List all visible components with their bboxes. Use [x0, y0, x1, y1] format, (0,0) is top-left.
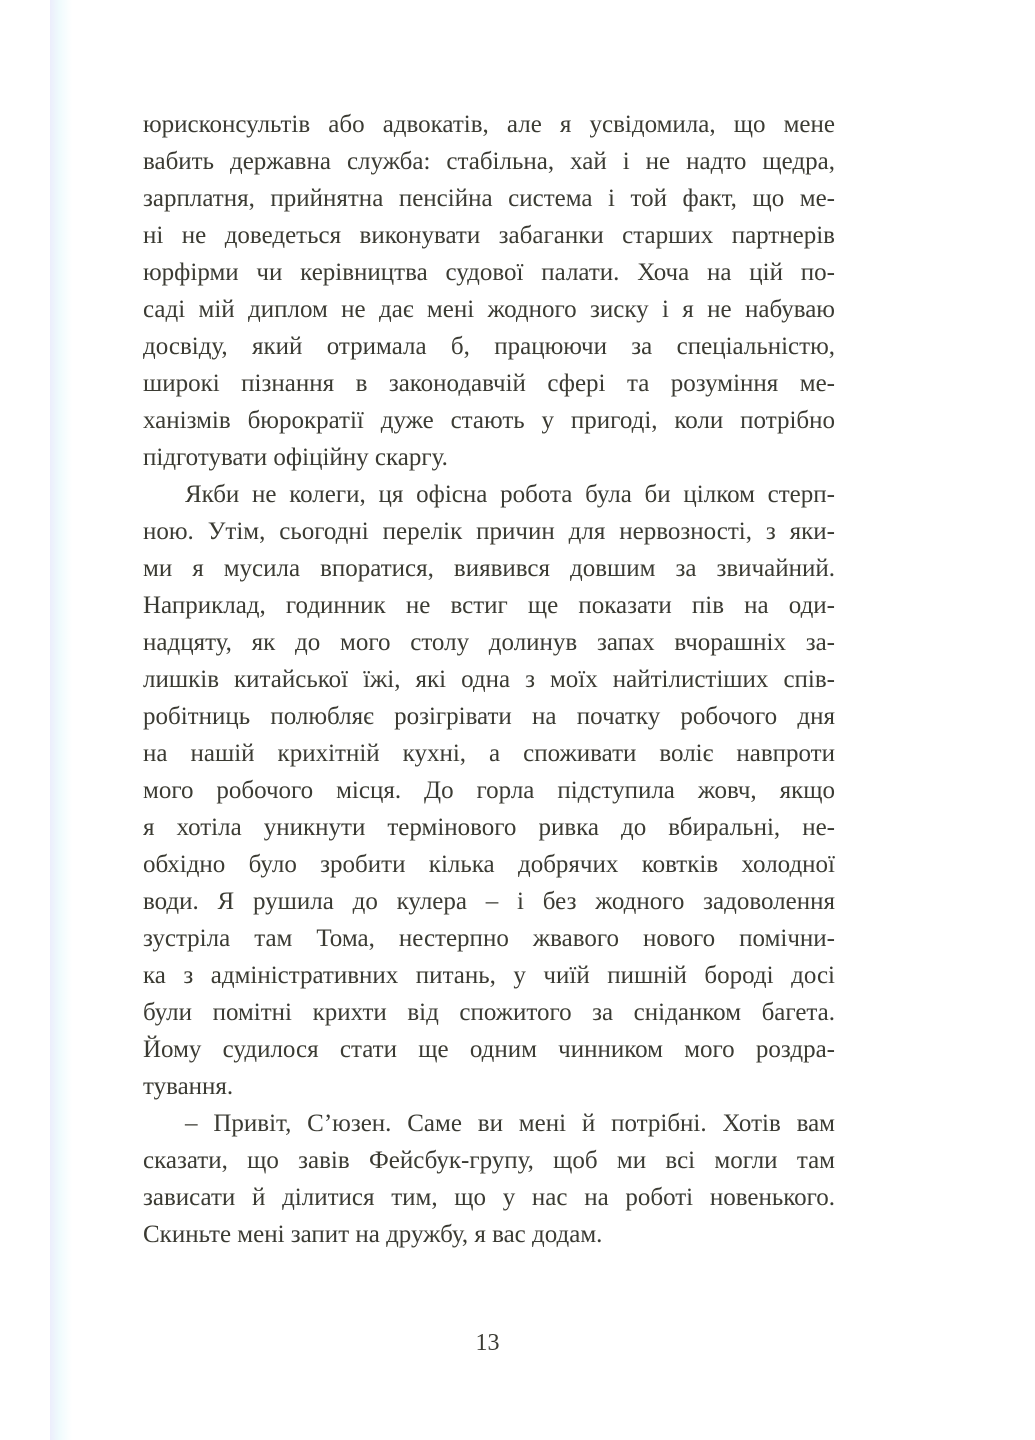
page-body-text: [143, 106, 835, 1253]
text-line: підготувати офіційну скаргу.: [143, 444, 448, 471]
paragraph-3: [143, 1105, 835, 1253]
text-line: широкі пізнання в законодавчій сфері та розуміння ме-: [143, 370, 835, 397]
text-line: я хотіла уникнути термінового ривка до вбиральні, не-: [143, 814, 835, 841]
text-line: Йому судилося стати ще одним чинником мого роздра-: [143, 1036, 835, 1063]
text-line: зависати й ділитися тим, що у нас на роботі новенького.: [143, 1184, 835, 1211]
text-line: були помітні крихти від спожитого за сніданком багета.: [143, 999, 835, 1026]
text-line: досвіду, який отримала б, працюючи за спеціальністю,: [143, 333, 835, 360]
text-line: Скиньте мені запит на дружбу, я вас додам.: [143, 1221, 603, 1248]
text-line: ні не доведеться виконувати забаганки старших партнерів: [143, 222, 835, 249]
text-line: Якби не колеги, ця офісна робота була би цілком стерп-: [185, 481, 835, 508]
text-line: ханізмів бюрократії дуже стають у пригоді, коли потрібно: [143, 407, 835, 434]
text-line: вабить державна служба: стабільна, хай і не надто щедра,: [143, 148, 835, 175]
page-number: 13: [475, 1330, 500, 1356]
text-line: надцяту, як до мого столу долинув запах вчорашніх за-: [143, 629, 835, 656]
paragraph-2: [143, 476, 835, 1105]
text-line: на нашій крихітній кухні, а споживати воліє навпроти: [143, 740, 835, 767]
text-line: води. Я рушила до кулера – і без жодного задоволення: [143, 888, 835, 915]
text-line: Наприклад, годинник не встиг ще показати пів на оди-: [143, 592, 835, 619]
paragraph-1: [143, 106, 835, 476]
text-line: саді мій диплом не дає мені жодного зиску і я не набуваю: [143, 296, 835, 323]
text-line: зустріла там Тома, нестерпно жвавого нового помічни-: [143, 925, 835, 952]
text-line: юрисконсультів або адвокатів, але я усвідомила, що мене: [143, 111, 835, 138]
text-line: зарплатня, прийнятна пенсійна система і той факт, що ме-: [143, 185, 835, 212]
text-line: ка з адміністративних питань, у чиїй пишній бороді досі: [143, 962, 835, 989]
text-line: тування.: [143, 1073, 234, 1100]
text-line: лишків китайської їжі, які одна з моїх найтілистіших спів-: [143, 666, 835, 693]
text-line: ною. Утім, сьогодні перелік причин для нервозності, з яки-: [143, 518, 835, 545]
page-edge-tint: [50, 0, 72, 1440]
text-line: обхідно було зробити кілька добрячих ковтків холодної: [143, 851, 835, 878]
text-line: мого робочого місця. До горла підступила жовч, якщо: [143, 777, 835, 804]
text-line: ми я мусила впоратися, виявився довшим за звичайний.: [143, 555, 835, 582]
text-line: – Привіт, С’юзен. Саме ви мені й потрібні. Хотів вам: [185, 1110, 835, 1137]
text-line: юрфірми чи керівництва судової палати. Хоча на цій по-: [143, 259, 835, 286]
text-line: сказати, що завів Фейсбук-групу, щоб ми всі могли там: [143, 1147, 835, 1174]
text-line: робітниць полюбляє розігрівати на початку робочого дня: [143, 703, 835, 730]
